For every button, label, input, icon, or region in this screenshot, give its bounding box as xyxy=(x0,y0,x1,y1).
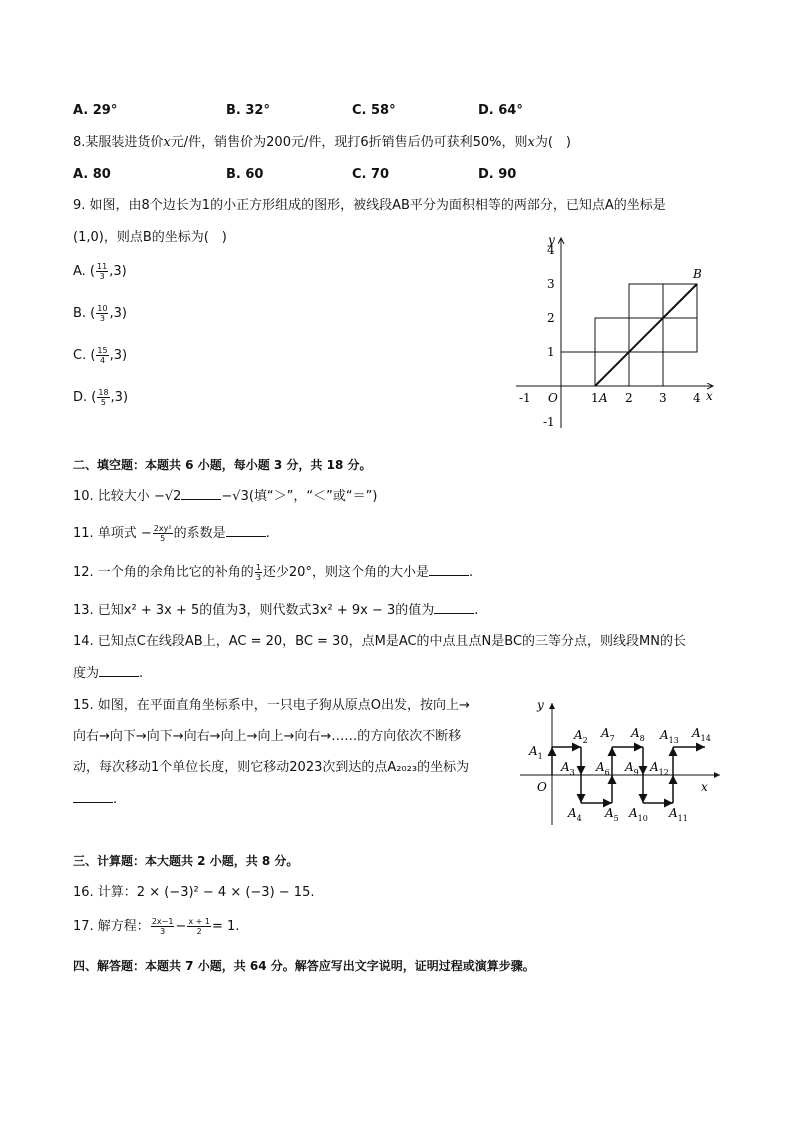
label-a3: $A_3$ xyxy=(561,760,575,777)
y-tick-4: 4 xyxy=(547,243,555,257)
q9-option-c: C. ( $\frac{15}{4}$ ,3) xyxy=(73,346,128,365)
q9-question-line2: (1,0)，则点B的坐标为( ) xyxy=(73,230,227,245)
q9-origin-label: O xyxy=(548,391,558,405)
q15-y-label: y xyxy=(537,698,544,712)
q10-question: 10. 比较大小 −√2 −√3(填“＞”，“＜”或“＝”) xyxy=(73,489,378,504)
q14-question-line1: 14. 已知点C在线段AB上，AC = 20，BC = 30，点M是AC的中点且点N是BC的三等分点，则线段MN的长 xyxy=(73,634,686,649)
y-tick-3: 3 xyxy=(547,277,555,291)
q7-option-a: A. 29° xyxy=(73,103,118,118)
section2-heading: 二、填空题：本题共 6 小题，每小题 3 分，共 18 分。 xyxy=(73,458,372,472)
q11-question: 11. 单项式 − $\frac{\text{2xy²}}{5}$ 的系数是 . xyxy=(73,524,270,543)
label-a9: $A_9$ xyxy=(625,760,639,777)
x-tick-2: 2 xyxy=(625,391,633,405)
q9-option-a: A. ( $\frac{11}{3}$ ,3) xyxy=(73,262,127,281)
q9-y-label: y xyxy=(548,233,555,247)
q15-question-line3: 动，每次移动1个单位长度，则它移动2023次到达的点A₂₀₂₃的坐标为 xyxy=(73,760,470,775)
label-a11: $A_{11}$ xyxy=(669,806,688,823)
section4-heading: 四、解答题：本题共 7 小题，共 64 分。解答应写出文字说明，证明过程或演算步骤。 xyxy=(73,959,535,973)
q15-blank[interactable] xyxy=(73,790,113,803)
q7-option-d: D. 64° xyxy=(478,103,523,118)
q13-question: 13. 已知x² + 3x + 5的值为3，则代数式3x² + 9x − 3的值为 . xyxy=(73,603,479,618)
label-a7: $A_7$ xyxy=(601,726,615,743)
q13-blank[interactable] xyxy=(434,601,474,614)
label-a8: $A_8$ xyxy=(631,726,645,743)
q15-question-line4: . xyxy=(73,790,117,809)
label-a14: $A_{14}$ xyxy=(692,726,711,743)
q7-option-b: B. 32° xyxy=(226,103,270,118)
point-b-label: B xyxy=(693,267,702,281)
y-tick-2: 2 xyxy=(547,311,555,325)
label-a12: $A_{12}$ xyxy=(650,760,669,777)
q8-option-b: B. 60 xyxy=(226,167,264,182)
q15-figure xyxy=(515,695,725,830)
q15-question-line2: 向右→向下→向下→向右→向上→向上→向右→……的方向依次不断移 xyxy=(73,729,462,744)
q11-blank[interactable] xyxy=(226,524,266,537)
q12-question: 12. 一个角的余角比它的补角的 $\frac{1}{3}$ 还少20°，则这个角的大小是 . xyxy=(73,563,474,582)
q9-question-line1: 9. 如图，由8个边长为1的小正方形组成的图形，被线段AB平分为面积相等的两部分，已知点A的坐标是 xyxy=(73,198,666,213)
y-tick-neg1: -1 xyxy=(543,415,555,429)
x-tick-3: 3 xyxy=(659,391,667,405)
q17-question: 17. 解方程： $\frac{2x-1}{3}$ − $\frac{x + 1}{2}$ = 1. xyxy=(73,917,240,936)
q15-x-label: x xyxy=(701,780,708,794)
q8-option-c: C. 70 xyxy=(352,167,390,182)
label-a10: $A_{10}$ xyxy=(629,806,648,823)
y-tick-1: 1 xyxy=(547,345,555,359)
q12-blank[interactable] xyxy=(429,563,469,576)
q14-question-line2: 度为 . xyxy=(73,666,144,681)
label-a6: $A_6$ xyxy=(596,760,610,777)
q15-question-line1: 15. 如图，在平面直角坐标系中，一只电子狗从原点O出发，按向上→ xyxy=(73,698,470,713)
label-a5: $A_5$ xyxy=(605,806,619,823)
x-tick-1: 1 xyxy=(591,391,599,405)
q8-option-a: A. 80 xyxy=(73,167,111,182)
label-a4: $A_4$ xyxy=(568,806,582,823)
q16-question: 16. 计算：2 × (−3)² − 4 × (−3) − 15. xyxy=(73,885,315,900)
label-a1: $A_1$ xyxy=(529,744,543,761)
label-a13: $A_{13}$ xyxy=(660,728,679,745)
section3-heading: 三、计算题：本大题共 2 小题，共 8 分。 xyxy=(73,854,299,868)
x-tick-neg1: -1 xyxy=(519,391,531,405)
q9-option-d: D. ( $\frac{18}{5}$ ,3) xyxy=(73,388,129,407)
point-a-label: A xyxy=(599,391,608,405)
q7-option-c: C. 58° xyxy=(352,103,396,118)
q9-figure xyxy=(508,228,728,438)
q14-blank[interactable] xyxy=(99,664,139,677)
q10-blank[interactable] xyxy=(181,487,221,500)
label-a2: $A_2$ xyxy=(574,728,588,745)
segment-ab xyxy=(595,284,697,386)
x-tick-4: 4 xyxy=(693,391,701,405)
q15-origin-label: O xyxy=(537,780,547,794)
q8-question: 8.某服装进货价x元/件，销售价为200元/件，现打6折销售后仍可获利50%，则x为( ) xyxy=(73,135,572,150)
q9-x-label: x xyxy=(706,389,713,403)
unit-squares xyxy=(561,284,697,386)
q8-option-d: D. 90 xyxy=(478,167,517,182)
q9-option-b: B. ( $\frac{10}{3}$ ,3) xyxy=(73,304,127,323)
